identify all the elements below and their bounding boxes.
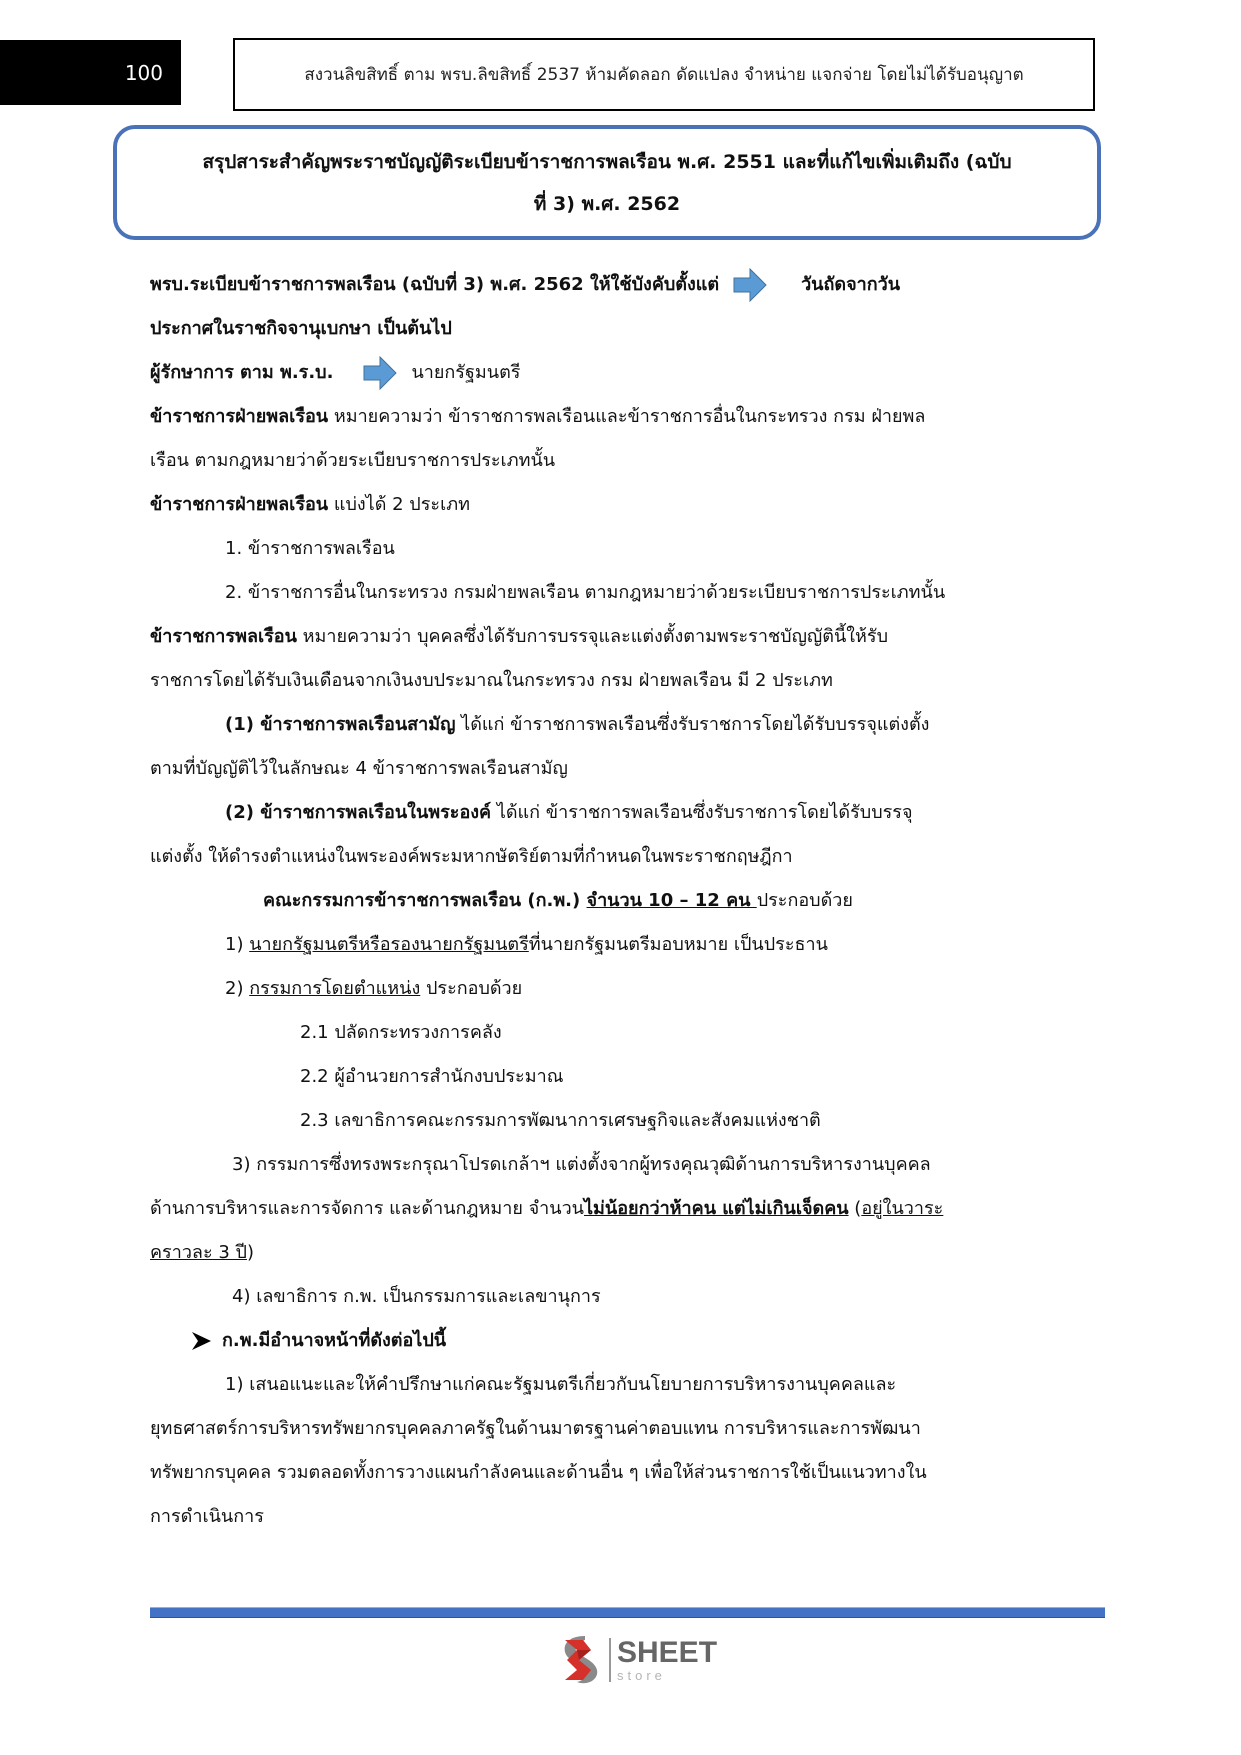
document-title-line-2: ที่ 3) พ.ศ. 2562 xyxy=(533,192,681,215)
duty-1-cont: ยุทธศาสตร์การบริหารทรัพยากรบุคคลภาครัฐในด้านมาตรฐานค่าตอบแทน การบริหารและการพัฒนา xyxy=(150,1418,921,1439)
committee-member-3-term: คราวละ 3 ปี) xyxy=(150,1242,254,1263)
civil-servant-definition: ข้าราชการพลเรือน หมายความว่า บุคคลซึ่งได้รับการบรรจุและแต่งตั้งตามพระราชบัญญัตินี้ให้รับ xyxy=(150,626,889,647)
duty-1-cont: ทรัพยากรบุคคล รวมตลอดทั้งการวางแผนกำลังคนและด้านอื่น ๆ เพื่อให้ส่วนราชการใช้เป็นแนวทางใน xyxy=(150,1462,927,1483)
committee-heading: คณะกรรมการข้าราชการพลเรือน (ก.พ.) จำนวน 10 – 12 คน ประกอบด้วย xyxy=(263,890,853,911)
ordinary-civil-servant-cont: ตามที่บัญญัติไว้ในลักษณะ 4 ข้าราชการพลเรือนสามัญ xyxy=(150,758,568,779)
ex-officio-member: 2.3 เลขาธิการคณะกรรมการพัฒนาการเศรษฐกิจและสังคมแห่งชาติ xyxy=(300,1110,821,1131)
royal-civil-servant: (2) ข้าราชการพลเรือนในพระองค์ ได้แก่ ข้าราชการพลเรือนซึ่งรับราชการโดยได้รับบรรจุ xyxy=(225,802,913,823)
effective-date-cont: ประกาศในราชกิจจานุเบกษา เป็นต้นไป xyxy=(150,318,452,339)
committee-member-3: 3) กรรมการซึ่งทรงพระกรุณาโปรดเกล้าฯ แต่งตั้งจากผู้ทรงคุณวุฒิด้านการบริหารงานบุคคล xyxy=(232,1154,931,1175)
royal-civil-servant-cont: แต่งตั้ง ให้ดำรงตำแหน่งในพระองค์พระมหากษัตริย์ตามที่กำหนดในพระราชกฤษฎีกา xyxy=(150,846,793,867)
document-title-box xyxy=(113,125,1101,240)
duty-1: 1) เสนอแนะและให้คำปรึกษาแก่คณะรัฐมนตรีเกี่ยวกับนโยบายการบริหารงานบุคคลและ xyxy=(225,1374,897,1395)
right-arrow-icon xyxy=(733,268,767,302)
duties-heading: ก.พ.มีอำนาจหน้าที่ดังต่อไปนี้ xyxy=(150,1319,1062,1363)
arrowhead-bullet-icon xyxy=(190,1330,212,1352)
ex-officio-member: 2.1 ปลัดกระทรวงการคลัง xyxy=(300,1022,502,1043)
ex-officio-member: 2.2 ผู้อำนวยการสำนักงบประมาณ xyxy=(300,1066,564,1087)
civil-service-definition-cont: เรือน ตามกฎหมายว่าด้วยระเบียบราชการประเภทนั้น xyxy=(150,450,556,471)
committee-member-3-cont: ด้านการบริหารและการจัดการ และด้านกฎหมาย จำนวนไม่น้อยกว่าห้าคน แต่ไม่เกินเจ็ดคน (อยู่ในวาระ xyxy=(150,1198,944,1219)
footer-divider xyxy=(150,1607,1105,1618)
sheet-store-s-logo-icon xyxy=(555,1634,605,1686)
committee-member-4: 4) เลขาธิการ ก.พ. เป็นกรรมการและเลขานุการ xyxy=(232,1286,601,1307)
copyright-notice-box xyxy=(233,38,1095,111)
civil-type-item: 1. ข้าราชการพลเรือน xyxy=(225,538,395,559)
sheet-store-logo xyxy=(555,1628,717,1692)
civil-servant-definition-cont: ราชการโดยได้รับเงินเดือนจากเงินงบประมาณในกระทรวง กรม ฝ่ายพลเรือน มี 2 ประเภท xyxy=(150,670,833,691)
copyright-notice: สงวนลิขสิทธิ์ ตาม พรบ.ลิขสิทธิ์ 2537 ห้ามคัดลอก ดัดแปลง จำหน่าย แจกจ่าย โดยไม่ได้รับอนุญาต xyxy=(304,65,1024,85)
logo-separator xyxy=(609,1638,611,1682)
document-body xyxy=(150,263,1062,1539)
right-arrow-icon xyxy=(363,356,397,390)
effective-date-line: พรบ.ระเบียบข้าราชการพลเรือน (ฉบับที่ 3) พ.ศ. 2562 ให้ใช้บังคับตั้งแต่ วันถัดจากวัน xyxy=(150,263,1062,307)
committee-member-2: 2) กรรมการโดยตำแหน่ง ประกอบด้วย xyxy=(225,978,523,999)
page-number-box xyxy=(0,40,181,105)
logo-word: SHEET xyxy=(617,1636,718,1669)
civil-service-definition: ข้าราชการฝ่ายพลเรือน หมายความว่า ข้าราชการพลเรือนและข้าราชการอื่นในกระทรวง กรม ฝ่ายพล xyxy=(150,406,926,427)
ordinary-civil-servant: (1) ข้าราชการพลเรือนสามัญ ได้แก่ ข้าราชการพลเรือนซึ่งรับราชการโดยได้รับบรรจุแต่งตั้ง xyxy=(225,714,930,735)
civil-service-types: ข้าราชการฝ่ายพลเรือน แบ่งได้ 2 ประเภท xyxy=(150,494,470,515)
logo-subword: store xyxy=(617,1668,666,1683)
civil-type-item: 2. ข้าราชการอื่นในกระทรวง กรมฝ่ายพลเรือน ตามกฎหมายว่าด้วยระเบียบราชการประเภทนั้น xyxy=(225,582,946,603)
committee-member-1: 1) นายกรัฐมนตรีหรือรองนายกรัฐมนตรีที่นายกรัฐมนตรีมอบหมาย เป็นประธาน xyxy=(225,934,828,955)
enforcer-line: ผู้รักษาการ ตาม พ.ร.บ. นายกรัฐมนตรี xyxy=(150,351,1062,395)
page-number: 100 xyxy=(124,60,163,85)
duty-1-cont: การดำเนินการ xyxy=(150,1506,264,1527)
document-title-line-1: สรุปสาระสำคัญพระราชบัญญัติระเบียบข้าราชการพลเรือน พ.ศ. 2551 และที่แก้ไขเพิ่มเติมถึง (ฉบับ xyxy=(202,150,1012,173)
